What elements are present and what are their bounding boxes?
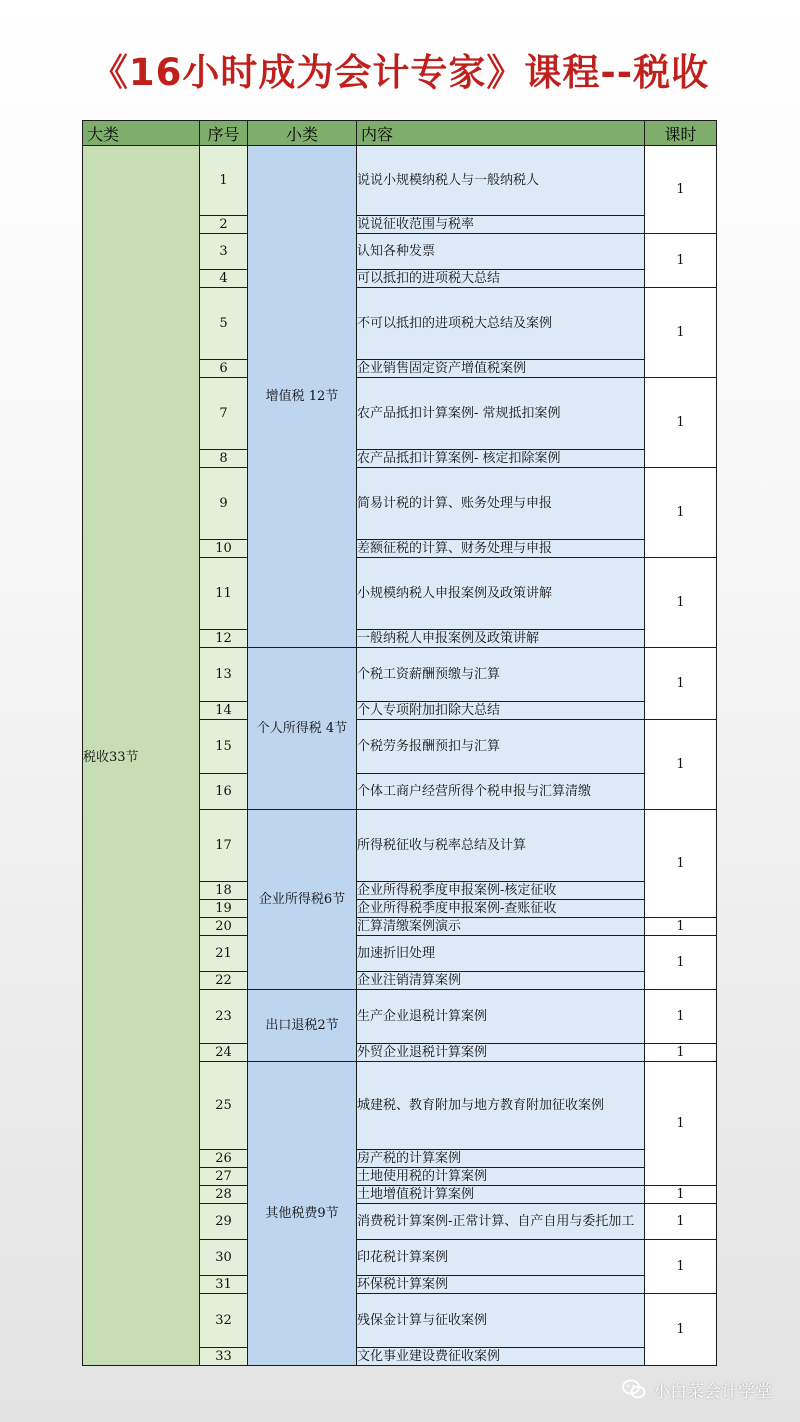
content-cell: 文化事业建设费征收案例 [357,1348,645,1366]
seq-cell: 29 [200,1204,248,1240]
category-cell: 税收33节 [83,146,200,1366]
content-cell: 个税劳务报酬预扣与汇算 [357,720,645,774]
seq-cell: 1 [200,146,248,216]
content-cell: 汇算清缴案例演示 [357,918,645,936]
content-cell: 农产品抵扣计算案例- 常规抵扣案例 [357,378,645,450]
watermark [622,1376,772,1402]
hours-cell: 1 [645,936,717,990]
header-category: 大类 [83,121,200,146]
hours-cell: 1 [645,1240,717,1294]
seq-cell: 15 [200,720,248,774]
seq-cell: 26 [200,1150,248,1168]
content-cell: 农产品抵扣计算案例- 核定扣除案例 [357,450,645,468]
hours-cell: 1 [645,1204,717,1240]
header-content: 内容 [357,121,645,146]
content-cell: 加速折旧处理 [357,936,645,972]
content-cell: 环保税计算案例 [357,1276,645,1294]
subcategory-export: 出口退税2节 [248,990,357,1062]
subcategory-pit: 个人所得税 4节 [248,648,357,810]
watermark-text: 小白菜会计学堂 [653,1381,772,1402]
content-cell: 小规模纳税人申报案例及政策讲解 [357,558,645,630]
content-cell: 企业注销清算案例 [357,972,645,990]
seq-cell: 33 [200,1348,248,1366]
content-cell: 残保金计算与征收案例 [357,1294,645,1348]
seq-cell: 22 [200,972,248,990]
subcategory-cit: 企业所得税6节 [248,810,357,990]
content-cell: 外贸企业退税计算案例 [357,1044,645,1062]
hours-cell: 1 [645,720,717,810]
content-cell: 土地增值税计算案例 [357,1186,645,1204]
seq-cell: 14 [200,702,248,720]
seq-cell: 19 [200,900,248,918]
hours-cell: 1 [645,146,717,234]
seq-cell: 3 [200,234,248,270]
content-cell: 企业销售固定资产增值税案例 [357,360,645,378]
seq-cell: 7 [200,378,248,450]
hours-cell: 1 [645,648,717,720]
seq-cell: 10 [200,540,248,558]
hours-cell: 1 [645,234,717,288]
seq-cell: 21 [200,936,248,972]
hours-cell: 1 [645,1294,717,1366]
seq-cell: 5 [200,288,248,360]
content-cell: 房产税的计算案例 [357,1150,645,1168]
hours-cell: 1 [645,288,717,378]
content-cell: 个体工商户经营所得个税申报与汇算清缴 [357,774,645,810]
seq-cell: 20 [200,918,248,936]
content-cell: 城建税、教育附加与地方教育附加征收案例 [357,1062,645,1150]
content-cell: 个税工资薪酬预缴与汇算 [357,648,645,702]
content-cell: 简易计税的计算、账务处理与申报 [357,468,645,540]
hours-cell: 1 [645,918,717,936]
header-hours: 课时 [645,121,717,146]
content-cell: 土地使用税的计算案例 [357,1168,645,1186]
content-cell: 消费税计算案例-正常计算、自产自用与委托加工 [357,1204,645,1240]
table-header-row [83,121,717,146]
seq-cell: 13 [200,648,248,702]
seq-cell: 2 [200,216,248,234]
content-cell: 生产企业退税计算案例 [357,990,645,1044]
seq-cell: 16 [200,774,248,810]
content-cell: 企业所得税季度申报案例-查账征收 [357,900,645,918]
seq-cell: 31 [200,1276,248,1294]
seq-cell: 9 [200,468,248,540]
content-cell: 不可以抵扣的进项税大总结及案例 [357,288,645,360]
hours-cell: 1 [645,1044,717,1062]
seq-cell: 6 [200,360,248,378]
seq-cell: 30 [200,1240,248,1276]
table-row [83,146,717,216]
seq-cell: 32 [200,1294,248,1348]
page-title: 《16小时成为会计专家》课程--税收 [90,51,710,94]
subcategory-vat: 增值税 12节 [248,146,357,648]
wechat-icon [622,1378,646,1400]
seq-cell: 12 [200,630,248,648]
seq-cell: 28 [200,1186,248,1204]
content-cell: 所得税征收与税率总结及计算 [357,810,645,882]
content-cell: 一般纳税人申报案例及政策讲解 [357,630,645,648]
seq-cell: 27 [200,1168,248,1186]
subcategory-other: 其他税费9节 [248,1062,357,1366]
content-cell: 印花税计算案例 [357,1240,645,1276]
hours-cell: 1 [645,1186,717,1204]
header-seq: 序号 [200,121,248,146]
content-cell: 说说征收范围与税率 [357,216,645,234]
content-cell: 说说小规模纳税人与一般纳税人 [357,146,645,216]
seq-cell: 25 [200,1062,248,1150]
hours-cell: 1 [645,468,717,558]
content-cell: 可以抵扣的进项税大总结 [357,270,645,288]
content-cell: 差额征税的计算、财务处理与申报 [357,540,645,558]
hours-cell: 1 [645,1062,717,1186]
hours-cell: 1 [645,558,717,648]
content-cell: 企业所得税季度申报案例-核定征收 [357,882,645,900]
hours-cell: 1 [645,990,717,1044]
seq-cell: 4 [200,270,248,288]
hours-cell: 1 [645,378,717,468]
header-subcategory: 小类 [248,121,357,146]
seq-cell: 8 [200,450,248,468]
seq-cell: 18 [200,882,248,900]
seq-cell: 23 [200,990,248,1044]
hours-cell: 1 [645,810,717,918]
seq-cell: 11 [200,558,248,630]
content-cell: 个人专项附加扣除大总结 [357,702,645,720]
course-table [82,120,717,1366]
seq-cell: 24 [200,1044,248,1062]
content-cell: 认知各种发票 [357,234,645,270]
seq-cell: 17 [200,810,248,882]
